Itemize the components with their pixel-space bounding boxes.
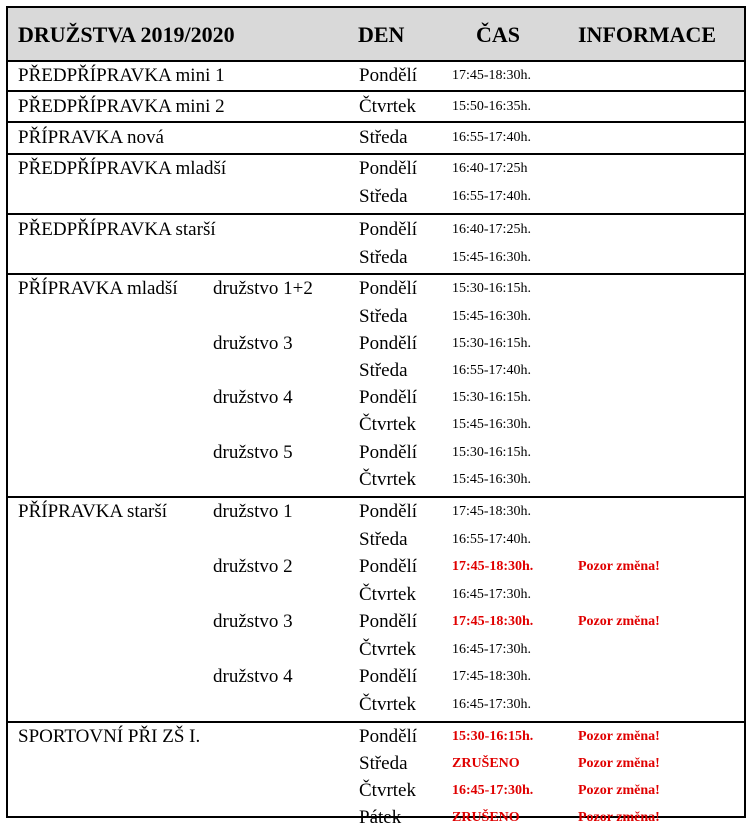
time-cell: 15:30-16:15h.: [452, 390, 531, 405]
change-notice: Pozor změna!: [578, 783, 660, 798]
day-cell: Středa: [359, 753, 408, 774]
day-cell: Čtvrtek: [359, 96, 416, 117]
day-cell: Pondělí: [359, 387, 418, 408]
team-block: [8, 123, 744, 155]
day-cell: Čtvrtek: [359, 414, 416, 435]
subteam-label: družstvo 1: [213, 501, 293, 522]
time-cell: 16:40-17:25h: [452, 161, 528, 176]
time-cell: 15:45-16:30h.: [452, 472, 531, 487]
time-cell: 16:55-17:40h.: [452, 532, 531, 547]
header-time: ČAS: [476, 22, 521, 47]
team-name: PŘÍPRAVKA nová: [18, 127, 164, 148]
time-cell: 16:55-17:40h.: [452, 130, 531, 145]
time-cell: 17:45-18:30h.: [452, 68, 531, 83]
subteam-label: družstvo 4: [213, 387, 293, 408]
team-block: [8, 215, 744, 275]
team-block: [8, 62, 744, 92]
change-notice: Pozor změna!: [578, 614, 660, 629]
day-cell: Pátek: [359, 807, 402, 828]
subteam-label: družstvo 3: [213, 333, 293, 354]
team-name: PŘEDPŘÍPRAVKA mini 1: [18, 65, 225, 86]
time-cell: 16:45-17:30h.: [452, 642, 531, 657]
team-block: [8, 92, 744, 123]
day-cell: Čtvrtek: [359, 639, 416, 660]
day-cell: Středa: [359, 127, 408, 148]
day-cell: Pondělí: [359, 442, 418, 463]
day-cell: Středa: [359, 247, 408, 268]
day-cell: Pondělí: [359, 611, 418, 632]
day-cell: Čtvrtek: [359, 469, 416, 490]
day-cell: Pondělí: [359, 726, 418, 747]
change-notice: Pozor změna!: [578, 559, 660, 574]
day-cell: Pondělí: [359, 666, 418, 687]
day-cell: Pondělí: [359, 556, 418, 577]
team-block: [8, 723, 744, 832]
time-cell: 16:45-17:30h.: [452, 697, 531, 712]
team-block: [8, 275, 744, 498]
team-name: SPORTOVNÍ PŘI ZŠ I.: [18, 726, 201, 747]
day-cell: Středa: [359, 529, 408, 550]
time-cell: 16:55-17:40h.: [452, 363, 531, 378]
time-cell: 16:45-17:30h.: [452, 783, 534, 798]
time-cell: 16:40-17:25h.: [452, 222, 531, 237]
day-cell: Pondělí: [359, 219, 418, 240]
day-cell: Středa: [359, 186, 408, 207]
time-cell: 16:45-17:30h.: [452, 587, 531, 602]
day-cell: Pondělí: [359, 501, 418, 522]
subteam-label: družstvo 4: [213, 666, 293, 687]
team-block: [8, 155, 744, 215]
team-name: PŘEDPŘÍPRAVKA starší: [18, 219, 216, 240]
day-cell: Pondělí: [359, 278, 418, 299]
time-cell: 15:50-16:35h.: [452, 99, 531, 114]
change-notice: Pozor změna!: [578, 756, 660, 771]
table-header: [8, 8, 744, 62]
time-cell: 17:45-18:30h.: [452, 504, 531, 519]
time-cell: 15:45-16:30h.: [452, 309, 531, 324]
team-name: PŘÍPRAVKA mladší: [18, 278, 178, 299]
change-notice: Pozor změna!: [578, 729, 660, 744]
subteam-label: družstvo 1+2: [213, 278, 313, 299]
day-cell: Čtvrtek: [359, 584, 416, 605]
time-cell: 16:55-17:40h.: [452, 189, 531, 204]
header-day: DEN: [358, 22, 405, 47]
time-cell: 15:45-16:30h.: [452, 250, 531, 265]
day-cell: Středa: [359, 306, 408, 327]
time-cell: ZRUŠENO: [452, 810, 520, 825]
time-cell: 15:30-16:15h.: [452, 336, 531, 351]
time-cell: 17:45-18:30h.: [452, 669, 531, 684]
team-block: [8, 498, 744, 723]
time-cell: 15:30-16:15h.: [452, 281, 531, 296]
header-info: INFORMACE: [578, 22, 717, 47]
header-teams: DRUŽSTVA 2019/2020: [18, 22, 235, 47]
time-cell: 15:45-16:30h.: [452, 417, 531, 432]
time-cell: 15:30-16:15h.: [452, 729, 534, 744]
change-notice: Pozor změna!: [578, 810, 660, 825]
time-cell: 17:45-18:30h.: [452, 559, 534, 574]
subteam-label: družstvo 5: [213, 442, 293, 463]
day-cell: Čtvrtek: [359, 694, 416, 715]
time-cell: 15:30-16:15h.: [452, 445, 531, 460]
day-cell: Středa: [359, 360, 408, 381]
day-cell: Pondělí: [359, 333, 418, 354]
team-name: PŘEDPŘÍPRAVKA mini 2: [18, 96, 225, 117]
day-cell: Pondělí: [359, 65, 418, 86]
time-cell: ZRUŠENO: [452, 756, 520, 771]
team-name: PŘEDPŘÍPRAVKA mladší: [18, 158, 227, 179]
time-cell: 17:45-18:30h.: [452, 614, 534, 629]
day-cell: Čtvrtek: [359, 780, 416, 801]
day-cell: Pondělí: [359, 158, 418, 179]
schedule-table: [6, 6, 746, 828]
subteam-label: družstvo 2: [213, 556, 293, 577]
team-name: PŘÍPRAVKA starší: [18, 501, 168, 522]
subteam-label: družstvo 3: [213, 611, 293, 632]
